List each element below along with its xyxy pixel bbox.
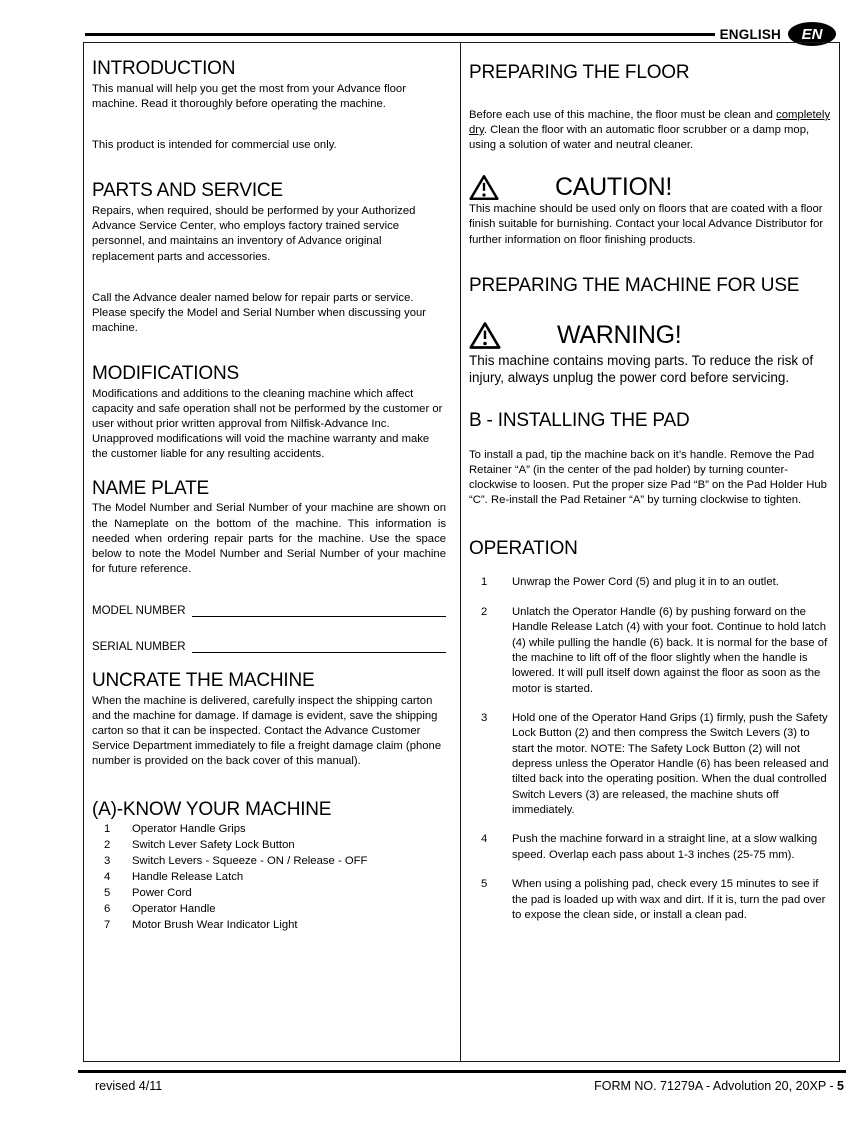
step-text: Hold one of the Operator Hand Grips (1) firmly, push the Safety Lock Button (2) and then compress the Switch Levers (3) to start the motor. NOTE: The Safety Lock Button (2) will not depress unless the Operator Handle (6) has been released and tilted back into the operating position. When the dual controlled Switch Levers (3) are released, the machine shuts off immediately. bbox=[512, 711, 829, 817]
right-column bbox=[461, 43, 839, 1061]
step-number: 3 bbox=[481, 711, 488, 724]
step-text: Push the machine forward in a straight line, at a slow walking speed. Overlap each pass about 1-3 inches (25-75 mm). bbox=[512, 833, 818, 861]
list-item-number: 5 bbox=[104, 887, 111, 900]
list-item-label: Handle Release Latch bbox=[132, 871, 244, 884]
list-item-label: Switch Levers - Squeeze - ON / Release - OFF bbox=[132, 855, 368, 868]
paragraph-name-plate: The Model Number and Serial Number of your machine are shown on the Nameplate on the bottom of the machine. This information is needed when ordering repair parts for the machine. Use the space below to note the Model Number and Serial Number of your machine for future reference. bbox=[92, 502, 446, 575]
warning-triangle-icon bbox=[469, 174, 499, 201]
model-number-row bbox=[92, 603, 446, 617]
section-heading-operation: OPERATION bbox=[469, 537, 578, 559]
content-box bbox=[83, 42, 840, 1062]
serial-number-blank-line bbox=[192, 639, 446, 653]
step-number: 1 bbox=[481, 576, 488, 589]
step-number: 5 bbox=[481, 878, 488, 891]
footer-rule bbox=[78, 1070, 846, 1073]
section-heading-name-plate: NAME PLATE bbox=[92, 477, 209, 499]
list-item-number: 2 bbox=[104, 839, 111, 852]
serial-number-row bbox=[92, 639, 446, 653]
operation-step bbox=[469, 605, 831, 697]
paragraph-introduction-1: This manual will help you get the most from your Advance floor machine. Read it thoroughly before operating the machine. bbox=[92, 82, 406, 111]
list-item-label: Motor Brush Wear Indicator Light bbox=[132, 918, 298, 931]
section-heading-preparing-machine: PREPARING THE MACHINE FOR USE bbox=[469, 274, 800, 296]
serial-number-label: SERIAL NUMBER bbox=[92, 641, 186, 654]
operation-step bbox=[469, 877, 831, 923]
list-item bbox=[92, 886, 446, 901]
know-machine-list bbox=[92, 822, 446, 932]
list-item bbox=[92, 870, 446, 885]
list-item-number: 4 bbox=[104, 871, 111, 884]
list-item-number: 6 bbox=[104, 903, 111, 915]
paragraph-text: Before each use of this machine, the floor must be clean and bbox=[469, 108, 777, 121]
operation-step bbox=[469, 575, 831, 590]
list-item bbox=[92, 902, 446, 917]
language-badge: EN bbox=[788, 22, 836, 46]
list-item-number: 3 bbox=[104, 855, 111, 868]
section-heading-parts-service: PARTS AND SERVICE bbox=[92, 180, 283, 202]
list-item-label: Switch Lever Safety Lock Button bbox=[132, 839, 295, 852]
paragraph-parts-service-2: Call the Advance dealer named below for repair parts or service. Please specify the Model and Serial Number when discussing your machine. bbox=[92, 291, 427, 334]
paragraph-text: . Clean the floor with an automatic floor scrubber or a damp mop, using a solution of water and neutral cleaner. bbox=[469, 124, 810, 152]
step-text: Unlatch the Operator Handle (6) by pushing forward on the Handle Release Latch (4) with your foot. Continue to hold latch (4) while pulling the handle (6) back. It is normal for the base of the machine to lift off of the floor slightly when the handle is lowered. It will pull itself down against the floor as soon as the motor is started. bbox=[512, 605, 828, 695]
list-item bbox=[92, 854, 446, 869]
paragraph-installing-pad: To install a pad, tip the machine back on it’s handle. Remove the Pad Retainer “A” (in the center of the pad holder) by turning counter-clockwise to loosen. Put the proper size Pad “B” on the Pad Holder Hub “C”. Re-install the Pad Retainer “A” by turning clockwise to tighten. bbox=[469, 449, 827, 507]
page-number: 5 bbox=[837, 1079, 844, 1093]
paragraph-modifications: Modifications and additions to the cleaning machine which affect capacity and safe operation shall not be performed by the customer or user without prior written approval from Nilfisk-Advance Inc. Unapproved modifications will void the machine warranty and make the customer liable for any resulting accidents. bbox=[92, 387, 443, 461]
caution-title: CAUTION! bbox=[555, 173, 673, 202]
list-item-number: 1 bbox=[104, 823, 111, 836]
model-number-blank-line bbox=[192, 603, 447, 617]
paragraph-caution: This machine should be used only on floors that are coated with a floor finish suitable for burnishing. Contact your local Advance Distributor for further information on floor finishing products. bbox=[469, 203, 824, 246]
step-text: Unwrap the Power Cord (5) and plug it in to an outlet. bbox=[512, 576, 779, 589]
paragraph-parts-service-1: Repairs, when required, should be performed by your Authorized Advance Service Center, who employs factory trained service personnel, and maintains an inventory of Advance original replacement parts and accessories. bbox=[92, 205, 416, 263]
model-number-label: MODEL NUMBER bbox=[92, 605, 186, 618]
paragraph-uncrate: When the machine is delivered, carefully inspect the shipping carton and the machine for damage. If damage is evident, save the shipping carton so that it can be inspected. Contact the Advance Customer Service Department immediately to file a freight damage claim (phone number is provided on the back cover of this manual). bbox=[92, 694, 442, 768]
caution-heading bbox=[469, 173, 831, 202]
list-item-label: Power Cord bbox=[132, 887, 192, 900]
list-item-number: 7 bbox=[104, 918, 111, 931]
step-number: 2 bbox=[481, 605, 488, 618]
operation-step bbox=[469, 711, 831, 819]
step-text: When using a polishing pad, check every 15 minutes to see if the pad is loaded up with wax and dirt. If it is, turn the pad over to expose the clean side, or install a clean pad. bbox=[512, 878, 826, 921]
step-number: 4 bbox=[481, 833, 488, 846]
list-item bbox=[92, 918, 446, 933]
list-item bbox=[92, 822, 446, 837]
underlined-text: completely dry bbox=[469, 108, 831, 137]
warning-triangle-icon bbox=[469, 321, 501, 350]
form-number-text bbox=[594, 1079, 844, 1093]
operation-steps bbox=[469, 575, 831, 923]
paragraph-introduction-2: This product is intended for commercial use only. bbox=[92, 139, 337, 152]
operation-step bbox=[469, 832, 831, 863]
section-heading-installing-pad: B - INSTALLING THE PAD bbox=[469, 410, 690, 432]
header-rule bbox=[85, 33, 715, 36]
revision-text: revised 4/11 bbox=[95, 1079, 163, 1093]
paragraph-preparing-floor bbox=[469, 108, 831, 153]
section-heading-know-machine: (A)-KNOW YOUR MACHINE bbox=[92, 798, 332, 820]
left-column bbox=[84, 43, 461, 1061]
list-item bbox=[92, 838, 446, 853]
section-heading-preparing-floor: PREPARING THE FLOOR bbox=[469, 62, 690, 83]
form-number-label: FORM NO. 71279A - Advolution 20, 20XP - bbox=[594, 1079, 838, 1093]
section-heading-introduction: INTRODUCTION bbox=[92, 58, 236, 79]
paragraph-warning: This machine contains moving parts. To reduce the risk of injury, always unplug the power cord before servicing. bbox=[469, 352, 814, 386]
list-item-label: Operator Handle bbox=[132, 903, 216, 915]
warning-title: WARNING! bbox=[557, 320, 682, 349]
language-label: ENGLISH bbox=[719, 26, 781, 42]
page-footer bbox=[95, 1079, 844, 1093]
section-heading-uncrate: UNCRATE THE MACHINE bbox=[92, 670, 315, 692]
warning-heading bbox=[469, 321, 831, 350]
section-heading-modifications: MODIFICATIONS bbox=[92, 363, 239, 385]
list-item-label: Operator Handle Grips bbox=[132, 823, 246, 836]
